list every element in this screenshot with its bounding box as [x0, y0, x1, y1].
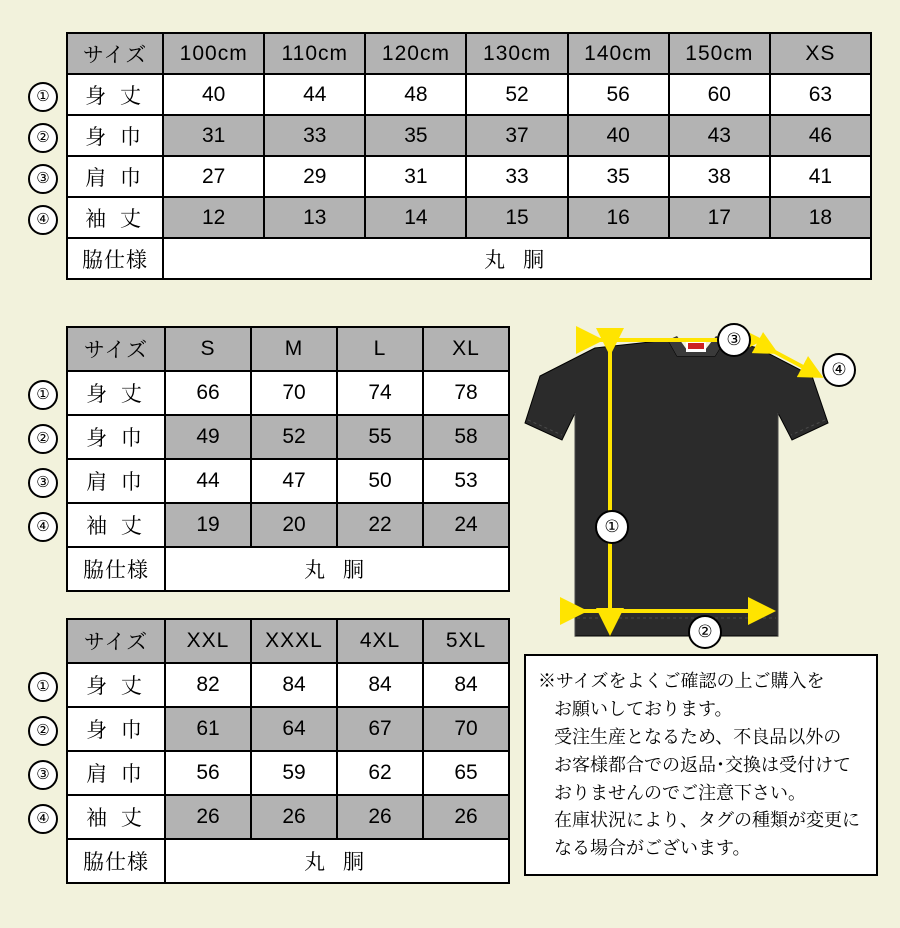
cell: 33 [264, 115, 365, 156]
cell: 37 [466, 115, 567, 156]
cell: 15 [466, 197, 567, 238]
table-row [67, 707, 509, 751]
cell: 33 [466, 156, 567, 197]
marker-column-table3 [28, 618, 62, 928]
cell: 31 [163, 115, 264, 156]
footer-value: 丸 胴 [165, 547, 509, 591]
cell: 64 [251, 707, 337, 751]
cell: 18 [770, 197, 871, 238]
cell: 46 [770, 115, 871, 156]
header-cell: 130cm [466, 33, 567, 74]
cell: 40 [568, 115, 669, 156]
row-label: 身 丈 [67, 663, 165, 707]
row-label: 身 巾 [67, 115, 163, 156]
table-footer-row [67, 839, 509, 883]
row-marker-4: ④ [28, 512, 58, 542]
marker-column-table2 [28, 326, 62, 636]
header-cell: 110cm [264, 33, 365, 74]
header-cell: M [251, 327, 337, 371]
cell: 38 [669, 156, 770, 197]
cell: 52 [466, 74, 567, 115]
cell: 43 [669, 115, 770, 156]
cell: 53 [423, 459, 509, 503]
table-row [67, 197, 871, 238]
note-line: なる場合がございます。 [554, 838, 751, 859]
cell: 20 [251, 503, 337, 547]
row-label: 袖 丈 [67, 503, 165, 547]
cell: 47 [251, 459, 337, 503]
header-cell: 120cm [365, 33, 466, 74]
brand-tag-logo [688, 343, 704, 349]
header-cell: 100cm [163, 33, 264, 74]
table-row [67, 415, 509, 459]
header-cell: L [337, 327, 423, 371]
cell: 26 [251, 795, 337, 839]
row-marker-3: ③ [28, 760, 58, 790]
cell: 49 [165, 415, 251, 459]
diagram-marker-1: ① [595, 510, 629, 544]
row-label: 袖 丈 [67, 795, 165, 839]
cell: 84 [251, 663, 337, 707]
table-row [67, 156, 871, 197]
row-marker-1: ① [28, 672, 58, 702]
cell: 62 [337, 751, 423, 795]
row-marker-3: ③ [28, 468, 58, 498]
header-cell: S [165, 327, 251, 371]
header-cell: サイズ [67, 33, 163, 74]
cell: 29 [264, 156, 365, 197]
cell: 13 [264, 197, 365, 238]
cell: 31 [365, 156, 466, 197]
cell: 24 [423, 503, 509, 547]
purchase-note [524, 654, 878, 876]
footer-label: 脇仕様 [67, 839, 165, 883]
note-line: おりませんのでご注意下さい。 [554, 782, 806, 803]
cell: 44 [165, 459, 251, 503]
header-cell: XL [423, 327, 509, 371]
cell: 52 [251, 415, 337, 459]
diagram-marker-4: ④ [822, 353, 856, 387]
tshirt-diagram [520, 318, 890, 648]
cell: 59 [251, 751, 337, 795]
cell: 40 [163, 74, 264, 115]
cell: 41 [770, 156, 871, 197]
row-label: 身 丈 [67, 371, 165, 415]
size-table-plus [66, 618, 510, 884]
cell: 84 [423, 663, 509, 707]
row-label: 肩 巾 [67, 156, 163, 197]
cell: 26 [165, 795, 251, 839]
table-row [67, 751, 509, 795]
header-cell: サイズ [67, 327, 165, 371]
row-marker-4: ④ [28, 804, 58, 834]
header-cell: 140cm [568, 33, 669, 74]
header-cell: XXL [165, 619, 251, 663]
row-marker-1: ① [28, 82, 58, 112]
note-line: 在庫状況により、タグの種類が変更に [554, 810, 860, 831]
cell: 78 [423, 371, 509, 415]
diagram-marker-3: ③ [717, 323, 751, 357]
footer-label: 脇仕様 [67, 238, 163, 279]
cell: 27 [163, 156, 264, 197]
cell: 35 [568, 156, 669, 197]
cell: 26 [423, 795, 509, 839]
row-marker-4: ④ [28, 205, 58, 235]
footer-label: 脇仕様 [67, 547, 165, 591]
cell: 63 [770, 74, 871, 115]
header-cell: XS [770, 33, 871, 74]
cell: 48 [365, 74, 466, 115]
marker-column-table1 [28, 32, 62, 322]
note-line: お願いしております。 [554, 698, 733, 719]
cell: 17 [669, 197, 770, 238]
row-marker-2: ② [28, 123, 58, 153]
row-marker-1: ① [28, 380, 58, 410]
cell: 19 [165, 503, 251, 547]
row-marker-3: ③ [28, 164, 58, 194]
size-table-kids [66, 32, 872, 280]
table-row [67, 663, 509, 707]
cell: 50 [337, 459, 423, 503]
row-label: 肩 巾 [67, 459, 165, 503]
note-line: 受注生産となるため、不良品以外の [554, 726, 842, 747]
diagram-marker-2: ② [688, 615, 722, 649]
cell: 12 [163, 197, 264, 238]
table-row [67, 115, 871, 156]
row-label: 袖 丈 [67, 197, 163, 238]
size-table-adult [66, 326, 510, 592]
cell: 55 [337, 415, 423, 459]
cell: 56 [165, 751, 251, 795]
row-label: 肩 巾 [67, 751, 165, 795]
table-row [67, 371, 509, 415]
table-header-row [67, 327, 509, 371]
row-marker-2: ② [28, 424, 58, 454]
cell: 22 [337, 503, 423, 547]
header-cell: サイズ [67, 619, 165, 663]
cell: 26 [337, 795, 423, 839]
table-row [67, 795, 509, 839]
table-footer-row [67, 547, 509, 591]
cell: 56 [568, 74, 669, 115]
cell: 16 [568, 197, 669, 238]
row-marker-2: ② [28, 716, 58, 746]
footer-value: 丸 胴 [165, 839, 509, 883]
cell: 35 [365, 115, 466, 156]
cell: 44 [264, 74, 365, 115]
table-header-row [67, 619, 509, 663]
cell: 14 [365, 197, 466, 238]
cell: 74 [337, 371, 423, 415]
cell: 84 [337, 663, 423, 707]
header-cell: 4XL [337, 619, 423, 663]
table-row [67, 503, 509, 547]
cell: 65 [423, 751, 509, 795]
footer-value: 丸 胴 [163, 238, 871, 279]
row-label: 身 巾 [67, 707, 165, 751]
cell: 60 [669, 74, 770, 115]
note-line: お客様都合での返品･交換は受付けて [554, 754, 851, 775]
cell: 70 [423, 707, 509, 751]
table-footer-row [67, 238, 871, 279]
table-row [67, 459, 509, 503]
header-cell: XXXL [251, 619, 337, 663]
cell: 82 [165, 663, 251, 707]
cell: 66 [165, 371, 251, 415]
cell: 58 [423, 415, 509, 459]
header-cell: 5XL [423, 619, 509, 663]
shirt-body [525, 340, 828, 636]
cell: 70 [251, 371, 337, 415]
row-label: 身 丈 [67, 74, 163, 115]
note-line: ※サイズをよくご確認の上ご購入を [538, 671, 825, 691]
table-header-row [67, 33, 871, 74]
cell: 67 [337, 707, 423, 751]
row-label: 身 巾 [67, 415, 165, 459]
cell: 61 [165, 707, 251, 751]
table-row [67, 74, 871, 115]
header-cell: 150cm [669, 33, 770, 74]
